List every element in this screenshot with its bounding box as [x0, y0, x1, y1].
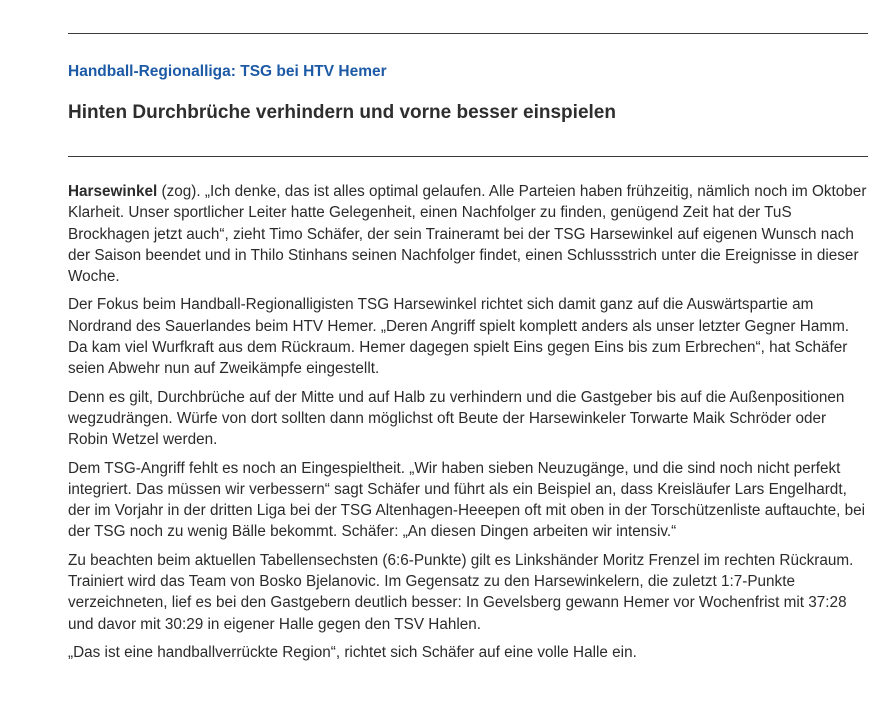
- top-divider: [68, 33, 868, 34]
- article-kicker: Handball-Regionalliga: TSG bei HTV Hemer: [68, 63, 387, 80]
- paragraph-6: „Das ist eine handballverrückte Region“, richtet sich Schäfer auf eine volle Halle ein.: [68, 643, 637, 661]
- paragraph-1: [68, 181, 868, 287]
- paragraph-1-text: (zog). „Ich denke, das ist alles optimal gelaufen. Alle Parteien haben frühzeitig, nämlich noch im Oktober Klarheit. Unser sportlicher Leiter hatte Gelegenheit, einen Nachfolger zu finden, genügend Zeit hat der TuS Brockhagen jetzt auch“, zieht Timo Schäfer, der sein Traineramt bei der TSG Harsewinkel auf eigenen Wunsch nach der Saison beendet und in Thilo Stinhans seinen Nachfolger findet, einen Schlussstrich unter die Ereignisse in dieser Woche.: [68, 183, 867, 286]
- article-headline: Hinten Durchbrüche verhindern und vorne besser einspielen: [68, 102, 616, 123]
- paragraph-3: Denn es gilt, Durchbrüche auf der Mitte und auf Halb zu verhindern und die Gastgeber bis auf die Außenpositionen wegzudrängen. Würfe von dort sollten dann möglichst oft Beute der Harsewinkeler Torwarte Maik Schröder oder Robin Wetzel werden.: [68, 388, 845, 449]
- headline-divider: [68, 156, 868, 157]
- paragraph-2: Der Fokus beim Handball-Regionalligisten TSG Harsewinkel richtet sich damit ganz auf die Auswärtspartie am Nordrand des Sauerlandes beim HTV Hemer. „Deren Angriff spielt komplett anders als unser letzter Gegner Hamm. Da kam viel Wurfkraft aus dem Rückraum. Hemer dagegen spielt Eins gegen Eins bis zum Erbrechen“, hat Schäfer seien Abwehr nun auf Zweikämpfe eingestellt.: [68, 296, 850, 378]
- paragraph-5: Zu beachten beim aktuellen Tabellensechsten (6:6-Punkte) gilt es Linkshänder Moritz Frenzel im rechten Rückraum. Trainiert wird das Team von Bosko Bjelanovic. Im Gegensatz zu den Harsewinkelern, die zuletzt 1:7-Punkte verzeichneten, lief es bei den Gastgebern deutlich besser: In Gevelsberg gewann Hemer vor Wochenfrist mit 37:28 und davor mit 30:29 in eigener Halle gegen den TSV Hahlen.: [68, 551, 854, 633]
- article: [68, 0, 868, 670]
- paragraph-4: Dem TSG-Angriff fehlt es noch an Eingespieltheit. „Wir haben sieben Neuzugänge, und die sind noch nicht perfekt integriert. Das müssen wir verbessern“ sagt Schäfer und führt als ein Beispiel an, dass Kreisläufer Lars Engelhardt, der im Vorjahr in der dritten Liga bei der TSG Altenhagen-Heeepen oft mit oben in der Torschützenliste auftauchte, bei der TSG noch zu wenig Bälle bekommt. Schäfer: „An diesen Dingen arbeiten wir intensiv.“: [68, 459, 866, 541]
- dateline: Harsewinkel: [68, 183, 158, 200]
- article-body: [68, 181, 868, 663]
